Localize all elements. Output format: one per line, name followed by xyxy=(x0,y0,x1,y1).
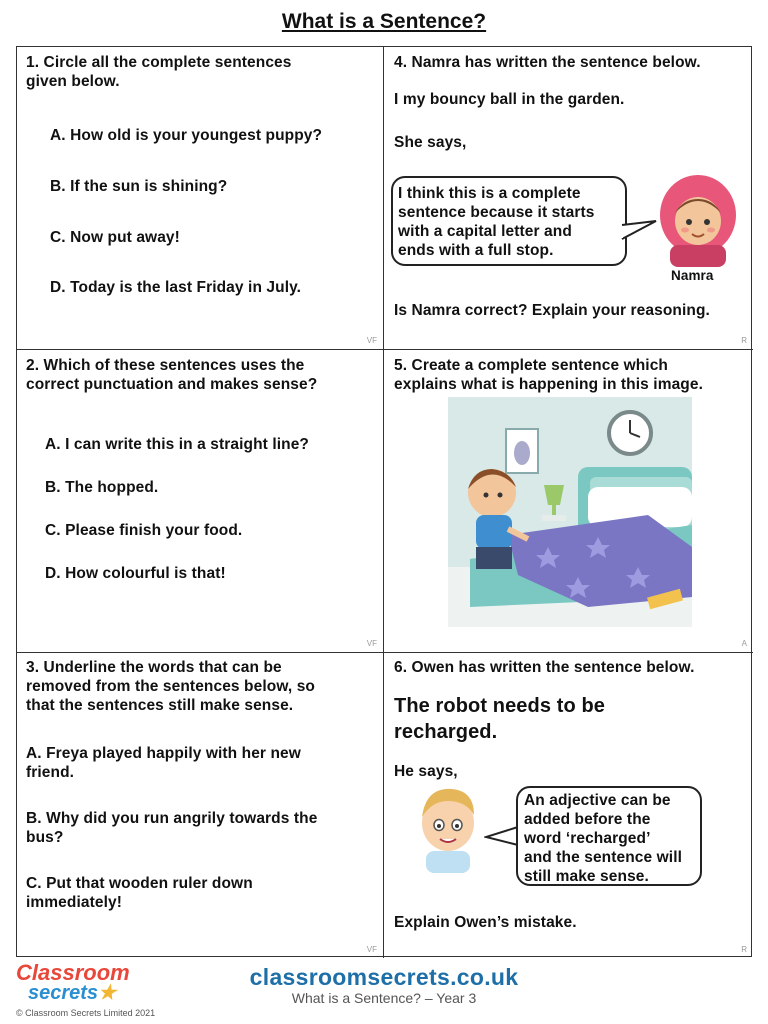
q6-bubble-line-1: An adjective can be xyxy=(524,792,671,809)
q3-prompt-line-2: removed from the sentences below, so xyxy=(26,678,315,695)
q1-option-c: C. Now put away! xyxy=(50,229,180,246)
owen-boy-icon xyxy=(412,781,484,873)
q6-bubble-line-2: added before the xyxy=(524,811,651,828)
q6-bubble-line-4: and the sentence will xyxy=(524,849,683,866)
q3-prompt-line-1: 3. Underline the words that can be xyxy=(26,659,282,676)
q1-prompt-line-2: given below. xyxy=(26,73,120,90)
q6-bubble-tail xyxy=(484,823,520,853)
q4-bubble-line-3: with a capital letter and xyxy=(398,223,572,240)
q1-code: VF xyxy=(366,336,377,345)
question-5 xyxy=(384,350,753,653)
q3-c-line-1: C. Put that wooden ruler down xyxy=(26,875,253,892)
q5-prompt-line-1: 5. Create a complete sentence which xyxy=(394,357,668,374)
q2-option-a: A. I can write this in a straight line? xyxy=(45,436,310,453)
q6-speech-bubble xyxy=(516,786,702,886)
q6-bubble-line-5: still make sense. xyxy=(524,868,649,885)
q1-prompt-line-1: 1. Circle all the complete sentences xyxy=(26,54,292,71)
q6-bubble-line-3: word ‘recharged’ xyxy=(524,830,651,847)
q4-bubble-tail xyxy=(620,215,660,251)
q4-sentence: I my bouncy ball in the garden. xyxy=(394,91,625,108)
q4-code: R xyxy=(741,336,747,345)
logo-text-top: Classroom xyxy=(16,960,130,985)
q4-bubble-line-2: sentence because it starts xyxy=(398,204,595,221)
footer-subtitle: What is a Sentence? – Year 3 xyxy=(291,990,477,1006)
q6-prompt: 6. Owen has written the sentence below. xyxy=(394,659,695,676)
q4-prompt: 4. Namra has written the sentence below. xyxy=(394,54,701,71)
question-4 xyxy=(384,47,753,350)
star-icon: ★ xyxy=(98,982,116,1004)
q2-option-c: C. Please finish your food. xyxy=(45,522,243,539)
logo-text-bottom-word: secrets xyxy=(28,982,99,1004)
q4-says: She says, xyxy=(394,134,467,151)
q2-option-d: D. How colourful is that! xyxy=(45,565,226,582)
q1-option-d: D. Today is the last Friday in July. xyxy=(50,279,302,296)
q1-option-b: B. If the sun is shining? xyxy=(50,178,228,195)
q4-name-label: Namra xyxy=(671,268,714,283)
page-title: What is a Sentence? xyxy=(281,10,487,33)
q5-code: A xyxy=(741,639,747,648)
q3-code: VF xyxy=(366,945,377,954)
q1-option-a: A. How old is your youngest puppy? xyxy=(50,127,323,144)
question-1 xyxy=(17,47,384,350)
namra-girl-icon xyxy=(658,175,738,267)
q3-b-line-2: bus? xyxy=(26,829,64,846)
question-grid xyxy=(16,46,752,957)
q3-a-line-2: friend. xyxy=(26,764,75,781)
question-6 xyxy=(384,653,753,958)
q4-speech-bubble xyxy=(391,176,627,266)
q6-says: He says, xyxy=(394,763,458,780)
question-3 xyxy=(17,653,384,958)
q4-bubble-line-4: ends with a full stop. xyxy=(398,242,554,259)
q2-code: VF xyxy=(366,639,377,648)
question-2 xyxy=(17,350,384,653)
q2-prompt-line-2: correct punctuation and makes sense? xyxy=(26,376,318,393)
footer-website-link[interactable]: classroomsecrets.co.uk xyxy=(249,964,519,990)
q6-sentence-line-2: recharged. xyxy=(394,721,498,743)
q4-bubble-line-1: I think this is a complete xyxy=(398,185,581,202)
q2-prompt-line-1: 2. Which of these sentences uses the xyxy=(26,357,305,374)
q6-sentence-line-1: The robot needs to be xyxy=(394,695,605,717)
q6-question: Explain Owen’s mistake. xyxy=(394,914,577,931)
q6-code: R xyxy=(741,945,747,954)
q3-c-line-2: immediately! xyxy=(26,894,122,911)
q2-option-b: B. The hopped. xyxy=(45,479,159,496)
q4-question: Is Namra correct? Explain your reasoning. xyxy=(394,302,710,319)
boy-making-bed-image xyxy=(448,397,692,627)
copyright: © Classroom Secrets Limited 2021 xyxy=(16,1008,156,1018)
q3-b-line-1: B. Why did you run angrily towards the xyxy=(26,810,318,827)
q3-a-line-1: A. Freya played happily with her new xyxy=(26,745,301,762)
q3-prompt-line-3: that the sentences still make sense. xyxy=(26,697,294,714)
q5-prompt-line-2: explains what is happening in this image. xyxy=(394,376,703,393)
